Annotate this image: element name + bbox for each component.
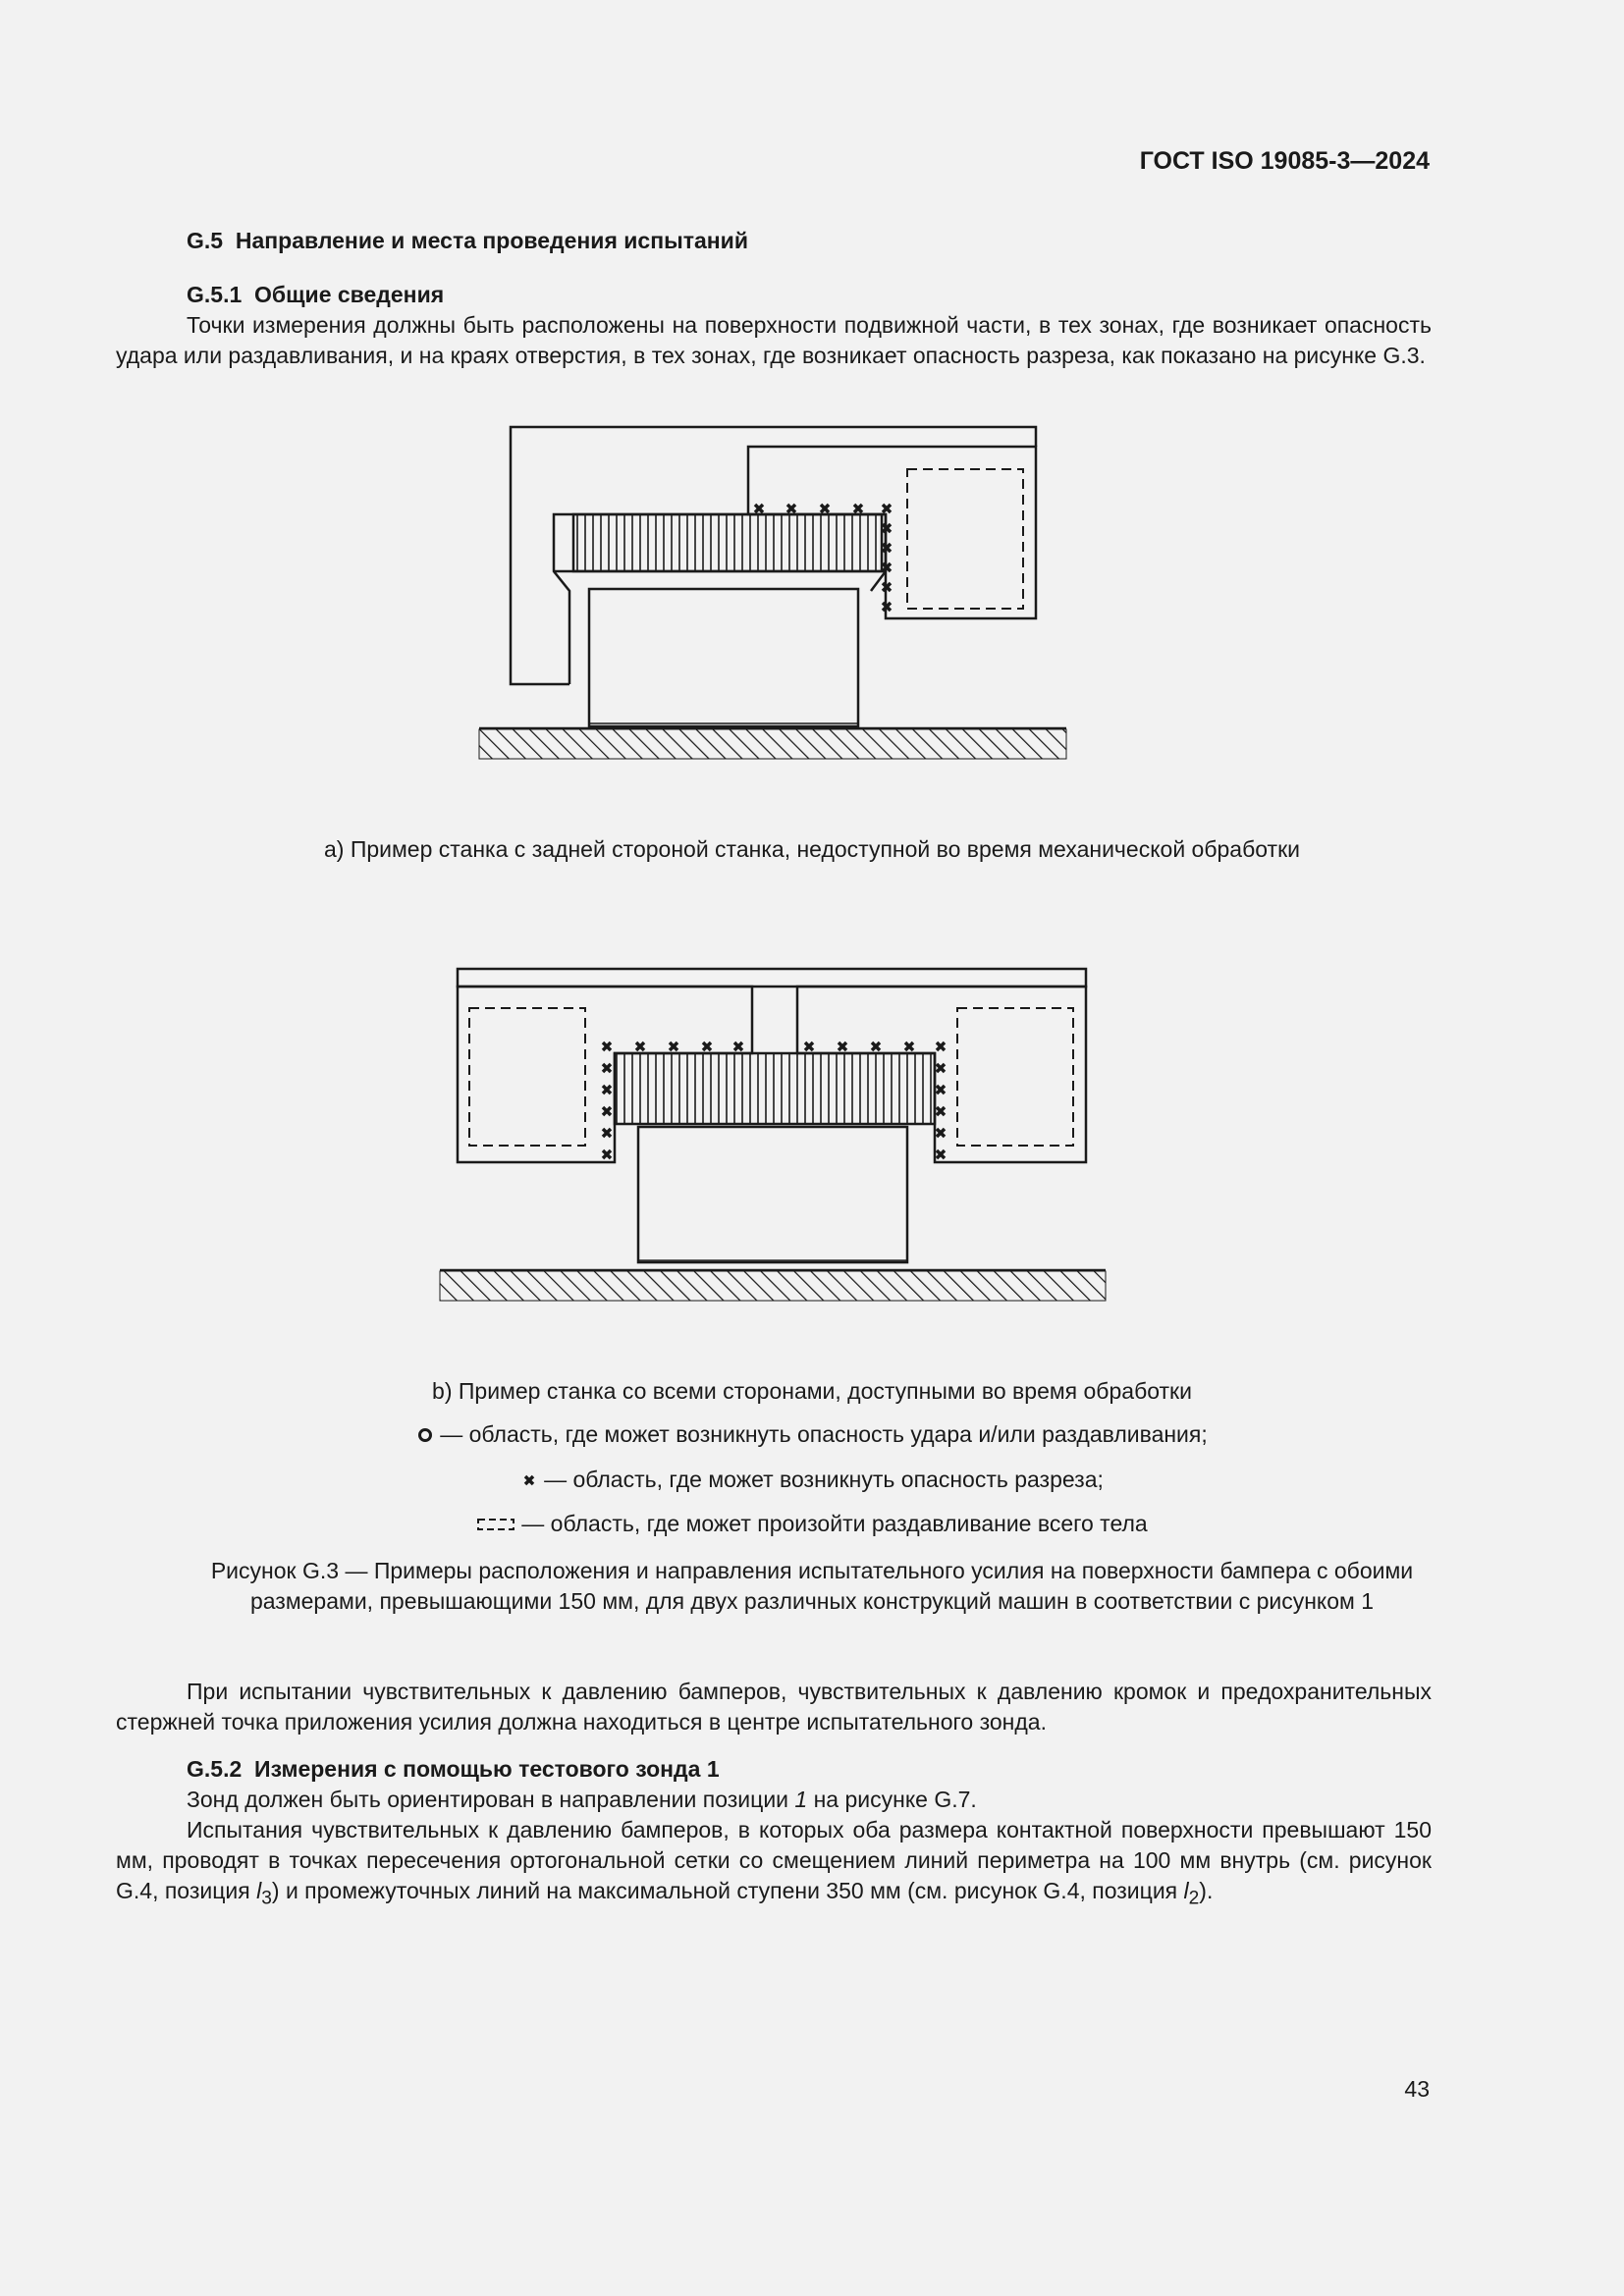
bumper-b (615, 1053, 935, 1124)
section-g51-heading (116, 280, 1432, 310)
figure-b-caption: b) Пример станка со всеми сторонами, доступными во время обработки (432, 1378, 1192, 1404)
figure-a-caption: a) Пример станка с задней стороной станка, недоступной во время механической обработки (323, 836, 1301, 862)
paragraph-force-application: При испытании чувствительных к давлению бамперов, чувствительных к давлению кромок и предохранительных стержней точка приложения усилия должна находиться в центре испытательного зонда. (116, 1679, 1432, 1735)
section-g52-number: G.5.2 (187, 1756, 243, 1782)
figure-a-diagram (471, 422, 1080, 775)
legend-cross: — область, где может возникнуть опасность разреза; (0, 1467, 1624, 1493)
cross-marker-icon (520, 1471, 538, 1489)
figure-title-line2: размерами, превышающими 150 мм, для двух различных конструкций машин в соответствии с рисунком 1 (249, 1588, 1375, 1614)
legend-circle: — область, где может возникнуть опасность удара и/или раздавливания; (0, 1421, 1624, 1448)
figure-title-line1: Рисунок G.3 — Примеры расположения и направления испытательного усилия на поверхности бампера с обоими (210, 1558, 1414, 1583)
frame-top-b (458, 969, 1086, 987)
legend-dashed: — область, где может произойти раздавливание всего тела (0, 1511, 1624, 1537)
workpiece-table-b (638, 1127, 907, 1262)
section-g5-heading (116, 226, 1432, 256)
section-g52-line1: Зонд должен быть ориентирован в направлении позиции 1 на рисунке G.7. (187, 1787, 977, 1812)
section-g52-paragraph: Испытания чувствительных к давлению бамперов, в которых оба размера контактной поверхности превышают 150 мм, проводят в точках пересечения ортогональной сетки со смещением линий периметра на 100 мм внутрь (см. рисунок G.4, позиция $l_3$) и промежуточных линий на максимальной ступени 350 мм (см. рисунок G.4, позиция $l_2$). (116, 1817, 1432, 1909)
section-g51-title: Общие сведения (254, 282, 445, 307)
page-number: 43 (1404, 2076, 1430, 2102)
section-g5-number: G.5 (187, 228, 224, 253)
position-ref: 1 (794, 1787, 808, 1812)
bumper-a (573, 514, 882, 571)
document-header: ГОСТ ISO 19085-3—2024 (1139, 147, 1430, 175)
section-g5-title: Направление и места проведения испытаний (235, 228, 748, 253)
circle-marker-icon (416, 1426, 434, 1444)
section-g52-title: Измерения с помощью тестового зонда 1 (254, 1756, 720, 1782)
section-g52-heading (116, 1754, 1432, 1785)
section-g51-text: Точки измерения должны быть расположены на поверхности подвижной части, в тех зонах, где возникает опасность удара или раздавливания, и на краях отверстия, в тех зонах, где возникает опасность разреза, как показано на рисунке G.3. (116, 312, 1432, 368)
workpiece-table-a (589, 589, 858, 726)
section-g51-number: G.5.1 (187, 282, 243, 307)
dashed-rectangle-icon (476, 1516, 515, 1533)
figure-b-diagram (432, 960, 1119, 1323)
